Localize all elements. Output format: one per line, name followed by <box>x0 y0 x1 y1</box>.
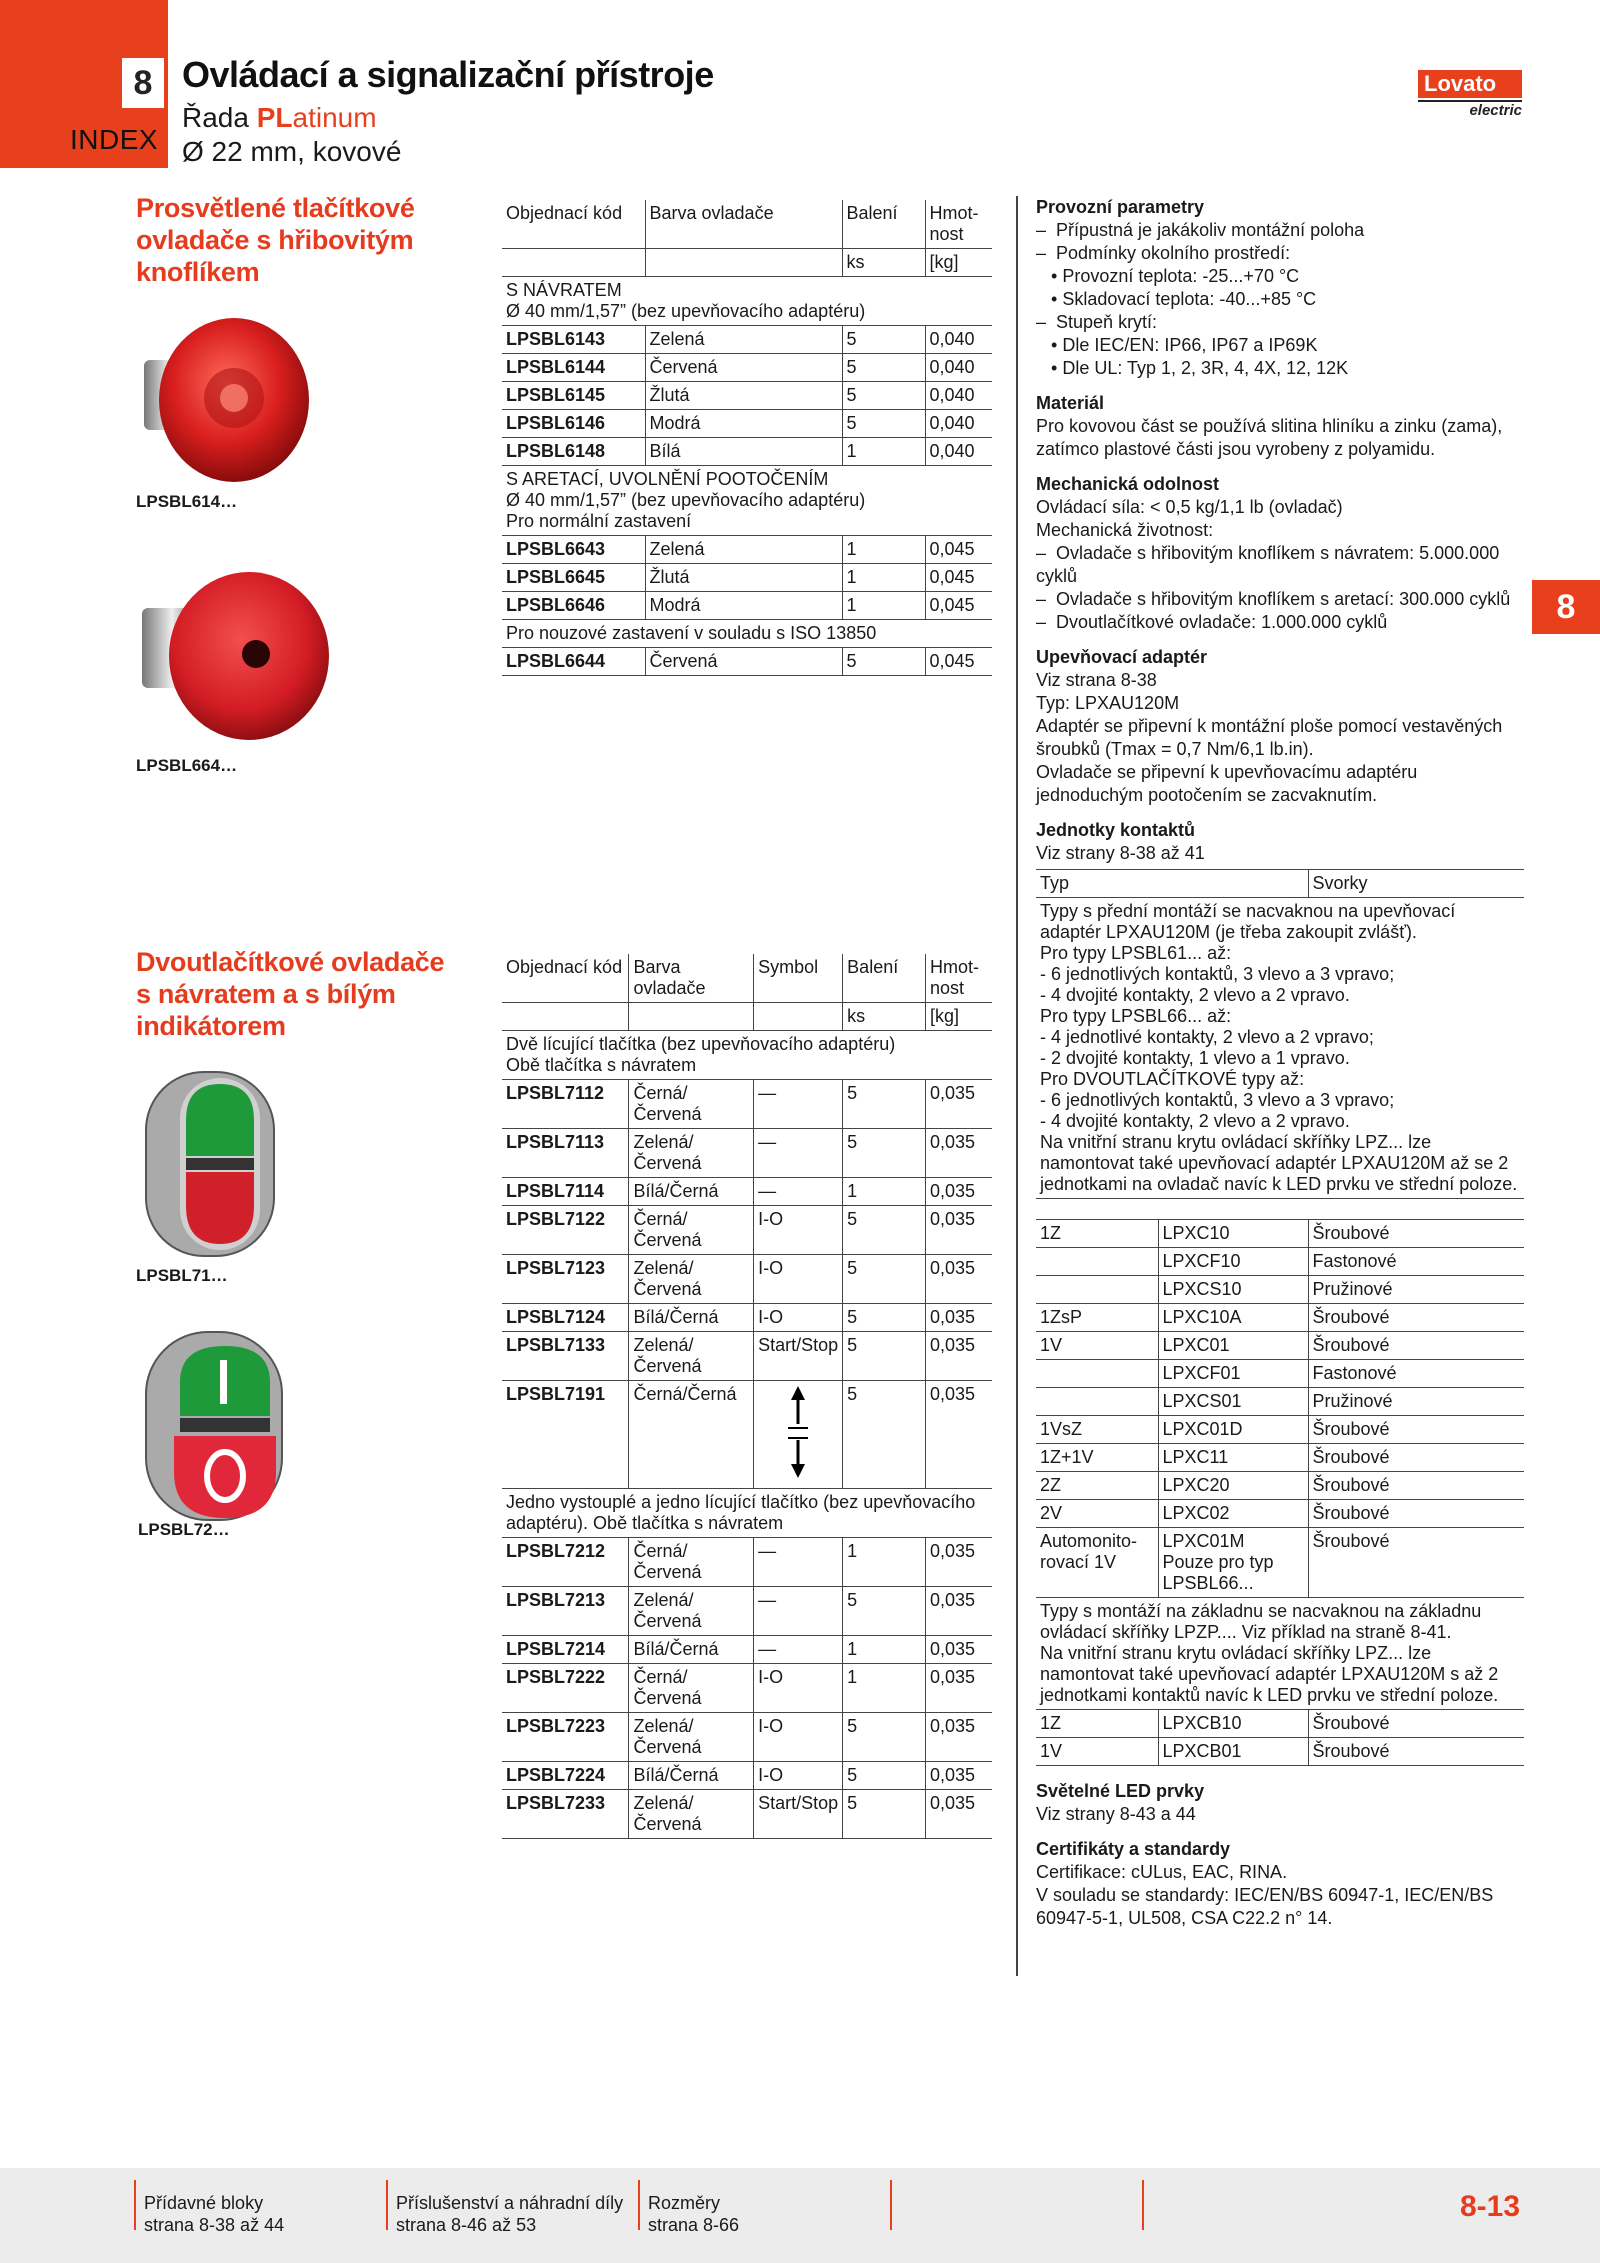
row-weight: 0,045 <box>925 536 992 564</box>
group-note: S NÁVRATEM Ø 40 mm/1,57” (bez upevňovacího adaptéru) <box>502 277 992 326</box>
text-line: – Stupeň krytí: <box>1036 312 1158 332</box>
row-color: Zelená/Červená <box>629 1255 754 1304</box>
row-weight: 0,040 <box>925 438 992 466</box>
cert-line: V souladu se standardy: IEC/EN/BS 60947-1, IEC/EN/BS 60947-5-1, UL508, CSA C22.2 n° 14. <box>1036 1885 1494 1928</box>
led-title: Světelné LED prvky <box>1036 1781 1205 1801</box>
text-line: – Ovladače s hřibovitým knoflíkem s návratem: 5.000.000 cyklů <box>1036 543 1505 586</box>
table-row <box>502 1080 992 1129</box>
row-pack: 1 <box>842 592 925 620</box>
table-row <box>502 592 992 620</box>
col-pack: Balení <box>843 954 926 1003</box>
contact-row <box>1036 1444 1524 1472</box>
mech-lines <box>1036 496 1526 634</box>
footer-title: Rozměry <box>648 2193 721 2213</box>
row-pack: 5 <box>843 1206 926 1255</box>
row-code: LPSBL6145 <box>502 382 645 410</box>
contact-row <box>1036 1738 1524 1766</box>
row-color: Bílá/Černá <box>629 1304 754 1332</box>
footer-ref: strana 8-46 až 53 <box>396 2215 537 2235</box>
row-color: Bílá/Černá <box>629 1178 754 1206</box>
row-weight: 0,035 <box>925 1762 992 1790</box>
up-down-arrows-icon <box>783 1384 813 1480</box>
col-weight: Hmot-nost <box>925 200 992 249</box>
text-line: Mechanická životnost: <box>1036 520 1214 540</box>
ct-cell-a: 1V <box>1036 1332 1158 1360</box>
adapter-title: Upevňovací adaptér <box>1036 647 1208 667</box>
row-color: Bílá/Černá <box>629 1636 754 1664</box>
row-pack: 5 <box>843 1713 926 1762</box>
row-color: Žlutá <box>645 564 842 592</box>
logo-brand: Lovato <box>1418 70 1522 98</box>
ct-head-term: Svorky <box>1308 870 1524 898</box>
table-row <box>502 1255 992 1304</box>
index-button[interactable]: INDEX <box>70 124 159 155</box>
ct-cell-b: LPXC01D <box>1158 1416 1308 1444</box>
group-note: S ARETACÍ, UVOLNĚNÍ POOTOČENÍM Ø 40 mm/1,57” (bez upevňovacího adaptéru) Pro normální zastavení <box>502 466 992 536</box>
section1-table <box>502 200 992 676</box>
row-code: LPSBL7122 <box>502 1206 629 1255</box>
adapter-lines <box>1036 669 1526 807</box>
contact-row <box>1036 1276 1524 1304</box>
ct-cell-c: Šroubové <box>1308 1500 1524 1528</box>
table-row <box>502 1790 992 1839</box>
row-code: LPSBL7191 <box>502 1381 629 1489</box>
table-row <box>502 564 992 592</box>
col-symbol: Symbol <box>754 954 843 1003</box>
table-row <box>502 1304 992 1332</box>
row-code: LPSBL6644 <box>502 648 645 676</box>
row-weight: 0,035 <box>925 1255 992 1304</box>
table-row <box>502 1206 992 1255</box>
row-code: LPSBL6148 <box>502 438 645 466</box>
col-weight-unit: [kg] <box>925 249 992 277</box>
row-code: LPSBL6643 <box>502 536 645 564</box>
row-pack: 5 <box>843 1255 926 1304</box>
row-pack: 5 <box>843 1129 926 1178</box>
row-pack: 5 <box>842 326 925 354</box>
row-code: LPSBL7212 <box>502 1538 629 1587</box>
image-label: LPSBL72… <box>138 1520 230 1539</box>
row-symbol: — <box>754 1080 843 1129</box>
text-line: Ovládací síla: < 0,5 kg/1,1 lb (ovladač) <box>1036 497 1343 517</box>
ct-cell-a: 2Z <box>1036 1472 1158 1500</box>
chapter-number: 8 <box>122 58 164 108</box>
footer-divider <box>890 2180 892 2230</box>
image-label: LPSBL664… <box>136 756 238 775</box>
ct-cell-a <box>1036 1276 1158 1304</box>
led-ref: Viz strany 8-43 a 44 <box>1036 1804 1196 1824</box>
row-weight: 0,035 <box>925 1636 992 1664</box>
row-pack: 1 <box>843 1538 926 1587</box>
row-pack: 1 <box>843 1664 926 1713</box>
section1-title <box>136 192 466 288</box>
right-column <box>1036 196 1526 1942</box>
footer-divider <box>1142 2180 1144 2230</box>
row-symbol: — <box>754 1587 843 1636</box>
row-weight: 0,035 <box>925 1790 992 1839</box>
table-row <box>502 1381 992 1489</box>
ct-cell-b: LPXCF10 <box>1158 1248 1308 1276</box>
contact-row <box>1036 1472 1524 1500</box>
series-pl: PL <box>256 102 293 133</box>
row-color: Zelená/Červená <box>629 1713 754 1762</box>
row-weight: 0,035 <box>925 1206 992 1255</box>
lovato-logo <box>1418 70 1522 119</box>
row-weight: 0,035 <box>925 1587 992 1636</box>
row-pack: 1 <box>842 564 925 592</box>
row-symbol: — <box>754 1636 843 1664</box>
units-ref: Viz strany 8-38 až 41 <box>1036 843 1205 863</box>
section2-title-line: Dvoutlačítkové ovladače <box>136 947 445 977</box>
table-row <box>502 1332 992 1381</box>
ct-cell-b: LPXCS01 <box>1158 1388 1308 1416</box>
table-row <box>502 1636 992 1664</box>
row-symbol: I-O <box>754 1664 843 1713</box>
ct-cell-b: LPXC02 <box>1158 1500 1308 1528</box>
table-row <box>502 354 992 382</box>
image-label: LPSBL71… <box>136 1266 228 1285</box>
row-color: Červená <box>645 354 842 382</box>
row-code: LPSBL7233 <box>502 1790 629 1839</box>
units-title: Jednotky kontaktů <box>1036 820 1196 840</box>
row-code: LPSBL7224 <box>502 1762 629 1790</box>
table-row <box>502 1178 992 1206</box>
row-color: Modrá <box>645 592 842 620</box>
series-line <box>182 102 377 134</box>
ct-cell-c: Fastonové <box>1308 1248 1524 1276</box>
ct-cell-c: Šroubové <box>1308 1738 1524 1766</box>
row-color: Černá/Červená <box>629 1206 754 1255</box>
row-code: LPSBL7113 <box>502 1129 629 1178</box>
row-pack: 1 <box>842 536 925 564</box>
contact-row <box>1036 1416 1524 1444</box>
symbol-arrows <box>754 1381 843 1489</box>
chapter-tab[interactable]: 8 <box>1532 580 1600 634</box>
col-color: Barva ovladače <box>645 200 842 249</box>
product-image-lpsbl614 <box>134 310 314 490</box>
row-pack: 5 <box>843 1762 926 1790</box>
footer-ref: strana 8-38 až 44 <box>144 2215 285 2235</box>
ct-cell-b: LPXCB10 <box>1158 1710 1308 1738</box>
row-color: Zelená <box>645 536 842 564</box>
section2-title-line: s návratem a s bílým <box>136 979 396 1009</box>
row-pack: 1 <box>843 1178 926 1206</box>
contact-row <box>1036 1332 1524 1360</box>
ct-cell-a: 2V <box>1036 1500 1158 1528</box>
footer-divider <box>134 2180 136 2230</box>
col-weight-unit: [kg] <box>925 1003 992 1031</box>
row-pack: 5 <box>843 1332 926 1381</box>
row-code: LPSBL7214 <box>502 1636 629 1664</box>
text-line: Typ: LPXAU120M <box>1036 693 1180 713</box>
row-weight: 0,040 <box>925 410 992 438</box>
ct-cell-b: LPXCB01 <box>1158 1738 1308 1766</box>
cert-line: Certifikace: cULus, EAC, RINA. <box>1036 1862 1288 1882</box>
ct-cell-a: Automonito-rovací 1V <box>1036 1528 1158 1598</box>
row-color: Zelená/Červená <box>629 1332 754 1381</box>
row-pack: 1 <box>843 1636 926 1664</box>
contact-row <box>1036 1248 1524 1276</box>
row-code: LPSBL7223 <box>502 1713 629 1762</box>
ct-cell-a: 1ZsP <box>1036 1304 1158 1332</box>
ct-cell-b: LPXC01 <box>1158 1332 1308 1360</box>
mech-title: Mechanická odolnost <box>1036 474 1220 494</box>
table-row <box>502 1129 992 1178</box>
image-label: LPSBL614… <box>136 492 238 511</box>
row-code: LPSBL7123 <box>502 1255 629 1304</box>
ct-cell-c: Šroubové <box>1308 1528 1524 1598</box>
row-color: Zelená/Červená <box>629 1790 754 1839</box>
logo-sub: electric <box>1418 100 1522 119</box>
table-row <box>502 382 992 410</box>
table-row <box>502 1664 992 1713</box>
material-text: Pro kovovou část se používá slitina hliníku a zinku (zama), zatímco plastové části jsou vyrobeny z polyamidu. <box>1036 416 1503 459</box>
row-symbol: — <box>754 1129 843 1178</box>
ct-intro: Typy s přední montáží se nacvaknou na upevňovací adaptér LPXAU120M (je třeba zakoupit zvlášť). Pro typy LPSBL61... až: - 6 jednotlivých kontaktů, 3 vlevo a 3 vpravo; - 4 dvojité kontakty, 2 vlevo a 2 vpravo. Pro typy LPSBL66... až: - 4 jednotlivé kontakty, 2 vlevo a 2 vpravo; - 2 dvojité kontakty, 1 vlevo a 1 vpravo. Pro DVOUTLAČÍTKOVÉ typy až: - 6 jednotlivých kontaktů, 3 vlevo a 3 vpravo; - 4 dvojité kontakty, 2 vlevo a 2 vpravo. Na vnitřní stranu krytu ovládací skříňky LPZ... lze namontovat také upevňovací adaptér LPXAU120M až se 2 jednotkami na ovladač navíc k LED prvku ve střední poloze. <box>1036 898 1524 1199</box>
col-color: Barva ovladače <box>629 954 754 1003</box>
row-weight: 0,035 <box>925 1664 992 1713</box>
row-symbol: I-O <box>754 1304 843 1332</box>
ct-cell-c: Fastonové <box>1308 1360 1524 1388</box>
row-color: Bílá <box>645 438 842 466</box>
page-number: 8-13 <box>1460 2190 1521 2223</box>
row-code: LPSBL6143 <box>502 326 645 354</box>
group-note: Pro nouzové zastavení v souladu s ISO 13850 <box>502 620 992 648</box>
text-line: • Dle UL: Typ 1, 2, 3R, 4, 4X, 12, 12K <box>1036 358 1349 378</box>
row-color: Zelená/Červená <box>629 1129 754 1178</box>
row-symbol: I-O <box>754 1206 843 1255</box>
col-weight: Hmot-nost <box>925 954 992 1003</box>
contact-row <box>1036 1710 1524 1738</box>
ct-cell-c: Pružinové <box>1308 1276 1524 1304</box>
text-line: Adaptér se připevní k montážní ploše pomocí vestavěných šroubků (Tmax = 0,7 Nm/6,1 lb.in). <box>1036 716 1508 759</box>
row-symbol: I-O <box>754 1255 843 1304</box>
ct-cell-b: LPXC20 <box>1158 1472 1308 1500</box>
table-row <box>502 1587 992 1636</box>
ct-cell-a: 1VsZ <box>1036 1416 1158 1444</box>
product-image-lpsbl71 <box>140 1066 280 1262</box>
section2-title-line: indikátorem <box>136 1011 286 1041</box>
row-color: Zelená/Červená <box>629 1587 754 1636</box>
row-weight: 0,040 <box>925 326 992 354</box>
col-pack-unit: ks <box>843 1003 926 1031</box>
row-pack: 1 <box>842 438 925 466</box>
row-weight: 0,035 <box>925 1713 992 1762</box>
row-color: Černá/Červená <box>629 1538 754 1587</box>
row-pack: 5 <box>842 648 925 676</box>
row-code: LPSBL7114 <box>502 1178 629 1206</box>
ct-cell-a: 1Z <box>1036 1710 1158 1738</box>
footer-title: Příslušenství a náhradní díly <box>396 2193 624 2213</box>
section2-title <box>136 946 476 1042</box>
row-code: LPSBL6645 <box>502 564 645 592</box>
row-symbol: I-O <box>754 1713 843 1762</box>
row-color: Zelená <box>645 326 842 354</box>
cert-title: Certifikáty a standardy <box>1036 1839 1231 1859</box>
row-weight: 0,045 <box>925 592 992 620</box>
row-weight: 0,045 <box>925 648 992 676</box>
ct-cell-a: 1V <box>1036 1738 1158 1766</box>
text-line: • Dle IEC/EN: IP66, IP67 a IP69K <box>1036 335 1318 355</box>
footer-divider <box>386 2180 388 2230</box>
section1-title-line: knoflíkem <box>136 257 260 287</box>
footer-ref: strana 8-66 <box>648 2215 740 2235</box>
row-code: LPSBL6646 <box>502 592 645 620</box>
table-row <box>502 326 992 354</box>
row-pack: 5 <box>842 382 925 410</box>
row-color: Černá/Červená <box>629 1664 754 1713</box>
row-weight: 0,035 <box>925 1080 992 1129</box>
ct-cell-b: LPXC11 <box>1158 1444 1308 1472</box>
ct-cell-b: LPXC10 <box>1158 1220 1308 1248</box>
row-code: LPSBL7213 <box>502 1587 629 1636</box>
row-color: Modrá <box>645 410 842 438</box>
text-line: Viz strana 8-38 <box>1036 670 1157 690</box>
ct-cell-b: LPXCF01 <box>1158 1360 1308 1388</box>
column-divider <box>1016 196 1018 1976</box>
text-line: – Ovladače s hřibovitým knoflíkem s aretací: 300.000 cyklů <box>1036 589 1511 609</box>
table-row <box>502 1713 992 1762</box>
row-pack: 5 <box>843 1381 926 1489</box>
contact-row <box>1036 1528 1524 1598</box>
contact-table <box>1036 869 1524 1766</box>
ct-cell-c: Šroubové <box>1308 1220 1524 1248</box>
footer-link-accessories[interactable] <box>396 2192 623 2236</box>
row-code: LPSBL7222 <box>502 1664 629 1713</box>
row-pack: 5 <box>843 1304 926 1332</box>
op-title: Provozní parametry <box>1036 197 1205 217</box>
row-weight: 0,035 <box>925 1332 992 1381</box>
row-color: Červená <box>645 648 842 676</box>
contact-row <box>1036 1388 1524 1416</box>
row-color: Žlutá <box>645 382 842 410</box>
footer-link-blocks[interactable] <box>144 2192 284 2236</box>
row-pack: 5 <box>843 1790 926 1839</box>
ct-cell-a <box>1036 1360 1158 1388</box>
ct-head-type: Typ <box>1036 870 1308 898</box>
ct-cell-b: LPXCS10 <box>1158 1276 1308 1304</box>
ct-cell-a <box>1036 1388 1158 1416</box>
ct-cell-c: Šroubové <box>1308 1416 1524 1444</box>
row-code: LPSBL7112 <box>502 1080 629 1129</box>
text-line: – Podmínky okolního prostředí: <box>1036 243 1291 263</box>
ct-cell-a: 1Z+1V <box>1036 1444 1158 1472</box>
row-code: LPSBL7133 <box>502 1332 629 1381</box>
row-weight: 0,040 <box>925 382 992 410</box>
col-pack: Balení <box>842 200 925 249</box>
col-code: Objednací kód <box>506 203 623 223</box>
row-pack: 5 <box>843 1080 926 1129</box>
table-row <box>502 536 992 564</box>
product-image-lpsbl72 <box>140 1326 290 1526</box>
row-color: Bílá/Černá <box>629 1762 754 1790</box>
ct-cell-c: Šroubové <box>1308 1332 1524 1360</box>
row-pack: 5 <box>843 1587 926 1636</box>
ct-cell-a <box>1036 1248 1158 1276</box>
text-line: • Skladovací teplota: -40...+85 °C <box>1036 289 1317 309</box>
ct-cell-c: Šroubové <box>1308 1444 1524 1472</box>
contact-row <box>1036 1500 1524 1528</box>
row-weight: 0,035 <box>925 1129 992 1178</box>
ct-cell-c: Šroubové <box>1308 1710 1524 1738</box>
text-line: Ovladače se připevní k upevňovacímu adaptéru jednoduchým pootočením se zacvaknutím. <box>1036 762 1423 805</box>
row-color: Černá/Červená <box>629 1080 754 1129</box>
table-row <box>502 410 992 438</box>
material-title: Materiál <box>1036 393 1105 413</box>
row-weight: 0,045 <box>925 564 992 592</box>
section1-title-line: Prosvětlené tlačítkové <box>136 193 415 223</box>
ct-cell-b: LPXC01M Pouze pro typ LPSBL66... <box>1158 1528 1308 1598</box>
group-note: Jedno vystouplé a jedno lícující tlačítko (bez upevňovacího adaptéru). Obě tlačítka s návratem <box>502 1489 992 1538</box>
row-pack: 5 <box>842 410 925 438</box>
col-pack-unit: ks <box>842 249 925 277</box>
ct-cell-b: LPXC10A <box>1158 1304 1308 1332</box>
op-lines <box>1036 219 1526 380</box>
table-row <box>502 1762 992 1790</box>
contact-row <box>1036 1304 1524 1332</box>
section2-table <box>502 954 992 1839</box>
row-weight: 0,035 <box>925 1381 992 1489</box>
row-symbol: — <box>754 1178 843 1206</box>
row-symbol: Start/Stop <box>754 1790 843 1839</box>
footer-link-dimensions[interactable] <box>648 2192 739 2236</box>
row-weight: 0,040 <box>925 354 992 382</box>
group-note: Dvě lícující tlačítka (bez upevňovacího adaptéru) Obě tlačítka s návratem <box>502 1031 992 1080</box>
series-prefix: Řada <box>182 102 257 133</box>
ct-cell-c: Pružinové <box>1308 1388 1524 1416</box>
text-line: – Přípustná je jakákoliv montážní poloha <box>1036 220 1365 240</box>
row-weight: 0,035 <box>925 1178 992 1206</box>
contact-row <box>1036 1360 1524 1388</box>
section1-title-line: ovladače s hřibovitým <box>136 225 414 255</box>
table-row <box>502 648 992 676</box>
page-title: Ovládací a signalizační přístroje <box>182 54 714 95</box>
product-image-lpsbl664 <box>134 568 334 748</box>
row-weight: 0,035 <box>925 1538 992 1587</box>
table-row <box>502 438 992 466</box>
row-symbol: — <box>754 1538 843 1587</box>
ct-cell-c: Šroubové <box>1308 1472 1524 1500</box>
table-row <box>502 1538 992 1587</box>
series-rest: atinum <box>292 102 377 133</box>
row-code: LPSBL7124 <box>502 1304 629 1332</box>
row-color: Černá/Černá <box>629 1381 754 1489</box>
footer-title: Přídavné bloky <box>144 2193 264 2213</box>
ct-cell-a: 1Z <box>1036 1220 1158 1248</box>
row-weight: 0,035 <box>925 1304 992 1332</box>
text-line: • Provozní teplota: -25...+70 °C <box>1036 266 1300 286</box>
footer-divider <box>638 2180 640 2230</box>
row-code: LPSBL6146 <box>502 410 645 438</box>
diameter-line: Ø 22 mm, kovové <box>182 136 402 167</box>
row-pack: 5 <box>842 354 925 382</box>
ct-base-intro: Typy s montáží na základnu se nacvaknou na základnu ovládací skříňky LPZP.... Viz příklad na straně 8-41. Na vnitřní stranu krytu ovládací skříňky LPZ... lze namontovat také upevňovací adaptér LPXAU120M s až 2 jednotkami kontaktů navíc k LED prvku ve střední poloze. <box>1036 1598 1524 1710</box>
row-symbol: Start/Stop <box>754 1332 843 1381</box>
row-symbol: I-O <box>754 1762 843 1790</box>
ct-cell-c: Šroubové <box>1308 1304 1524 1332</box>
col-code: Objednací kód <box>506 957 623 977</box>
row-code: LPSBL6144 <box>502 354 645 382</box>
text-line: – Dvoutlačítkové ovladače: 1.000.000 cyklů <box>1036 612 1388 632</box>
contact-row <box>1036 1220 1524 1248</box>
